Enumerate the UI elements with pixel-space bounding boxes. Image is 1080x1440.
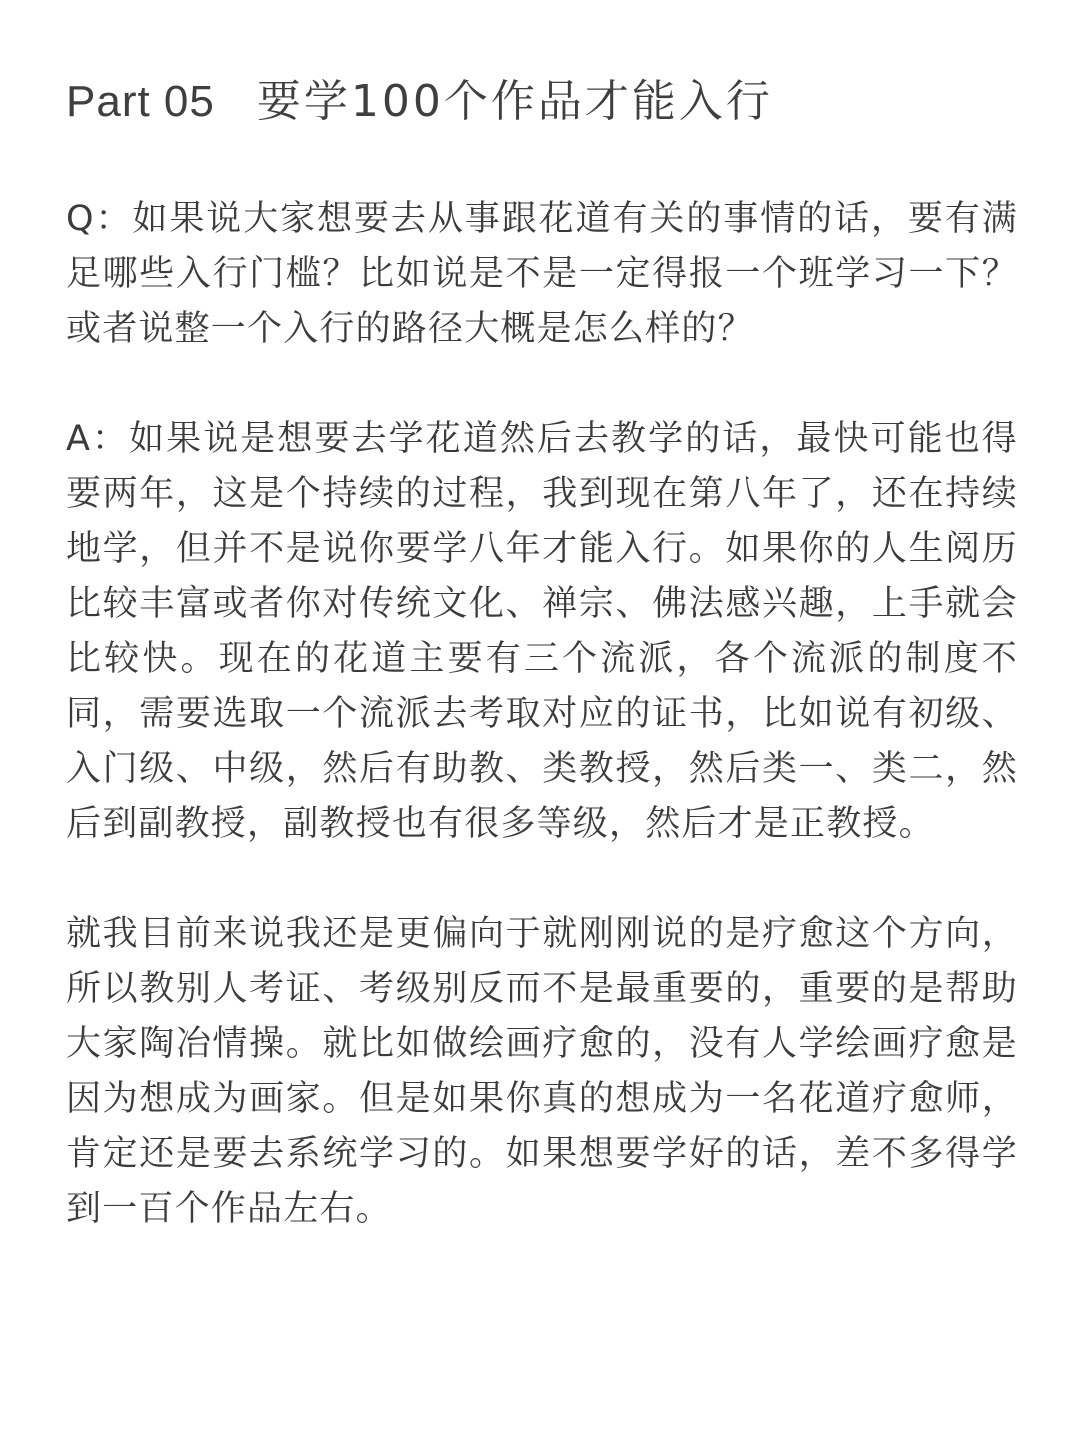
part-number: Part 05: [66, 77, 215, 126]
article: [66, 62, 1018, 1237]
page-title: [66, 62, 1018, 142]
answer-paragraph: A：如果说是想要去学花道然后去教学的话，最快可能也得要两年，这是个持续的过程，我到现在第八年了，还在持续地学，但并不是说你要学八年才能入行。如果你的人生阅历比较丰富或者你对传统文化、禅宗、佛法感兴趣，上手就会比较快。现在的花道主要有三个流派，各个流派的制度不同，需要选取一个流派去考取对应的证书，比如说有初级、入门级、中级，然后有助教、类教授，然后类一、类二，然后到副教授，副教授也有很多等级，然后才是正教授。: [66, 419, 1018, 844]
question-paragraph: Q：如果说大家想要去从事跟花道有关的事情的话，要有满足哪些入行门槛？比如说是不是一定得报一个班学习一下？或者说整一个入行的路径大概是怎么样的？: [66, 199, 1018, 349]
followup-paragraph: 就我目前来说我还是更偏向于就刚刚说的是疗愈这个方向，所以教别人考证、考级别反而不是最重要的，重要的是帮助大家陶冶情操。就比如做绘画疗愈的，没有人学绘画疗愈是因为想成为画家。但是如果你真的想成为一名花道疗愈师，肯定还是要去系统学习的。如果想要学好的话，差不多得学到一百个作品左右。: [66, 914, 1018, 1229]
section-heading: 要学100个作品才能入行: [256, 76, 773, 127]
